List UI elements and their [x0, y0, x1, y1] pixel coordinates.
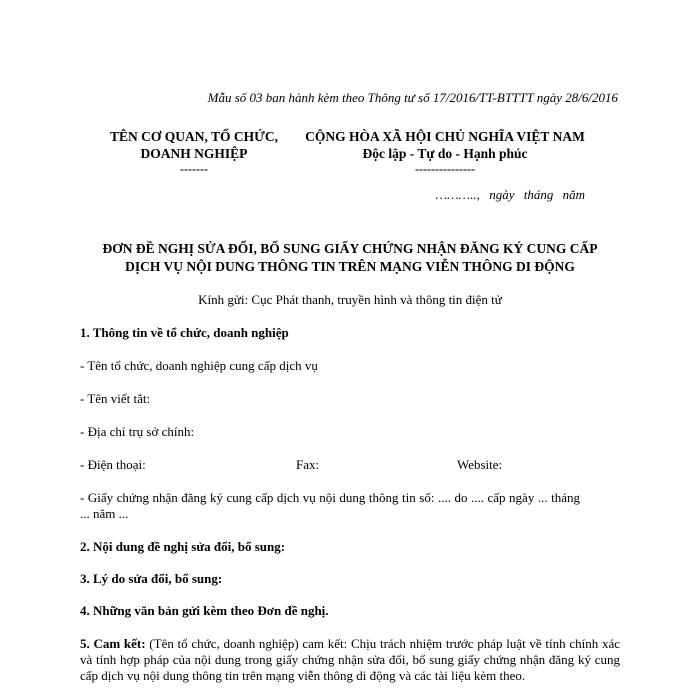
section3-heading: 3. Lý do sửa đổi, bổ sung: — [80, 571, 223, 586]
org-name-line2: DOANH NGHIỆP — [140, 146, 248, 161]
national-header — [275, 128, 615, 176]
organization-header — [94, 128, 294, 176]
addressee-line: Kính gửi: Cục Phát thanh, truyền hình và thông tin điện tử — [198, 292, 502, 307]
form-reference-note: Mẫu số 03 ban hành kèm theo Thông tư số 17/2016/TT-BTTTT ngày 28/6/2016 — [207, 90, 618, 105]
abbrev-name-field: - Tên viết tắt: — [80, 391, 151, 406]
contact-row — [80, 457, 620, 473]
section1-heading: 1. Thông tin về tổ chức, doanh nghiệp — [80, 325, 289, 340]
org-name-field: - Tên tổ chức, doanh nghiệp cung cấp dịch vụ — [80, 358, 318, 373]
title-line2: DỊCH VỤ NỘI DUNG THÔNG TIN TRÊN MẠNG VIỄN THÔNG DI ĐỘNG — [125, 259, 575, 274]
certificate-field: - Giấy chứng nhận đăng ký cung cấp dịch vụ nội dung thông tin số: .... do .... cấp ngày ... tháng ... năm ... — [80, 490, 580, 521]
section2-heading: 2. Nội dung đề nghị sửa đổi, bổ sung: — [80, 539, 286, 554]
country-name: CỘNG HÒA XÃ HỘI CHỦ NGHĨA VIỆT NAM — [305, 129, 585, 144]
section5-label: 5. Cam kết: — [80, 636, 146, 651]
org-name-line1: TÊN CƠ QUAN, TỔ CHỨC, — [109, 129, 278, 144]
section5-text: (Tên tổ chức, doanh nghiệp) cam kết: Chịu trách nhiệm trước pháp luật về tính chính xác và tính hợp pháp của nội dung trong giấy chứng nhận sửa đổi, bổ sung giấy chứng nhận đăng ký cung cấp dịch vụ nội dung thông tin trên mạng viễn thông di động và các tài liệu kèm theo. — [80, 636, 620, 683]
section4-heading: 4. Những văn bản gửi kèm theo Đơn đề nghị. — [80, 603, 329, 618]
date-place-line: ……….., ngày tháng năm — [435, 187, 585, 202]
phone-field: - Điện thoại: — [80, 457, 146, 472]
motto-divider: --------------- — [415, 162, 475, 176]
title-line1: ĐƠN ĐỀ NGHỊ SỬA ĐỔI, BỔ SUNG GIẤY CHỨNG NHẬN ĐĂNG KÝ CUNG CẤP — [102, 241, 598, 256]
section5-commitment — [80, 636, 620, 684]
website-field: Website: — [457, 457, 503, 472]
national-motto: Độc lập - Tự do - Hạnh phúc — [362, 146, 528, 161]
document-title — [60, 240, 640, 276]
org-divider: ------- — [180, 162, 208, 176]
fax-field: Fax: — [296, 457, 320, 472]
address-field: - Địa chỉ trụ sở chính: — [80, 424, 195, 439]
